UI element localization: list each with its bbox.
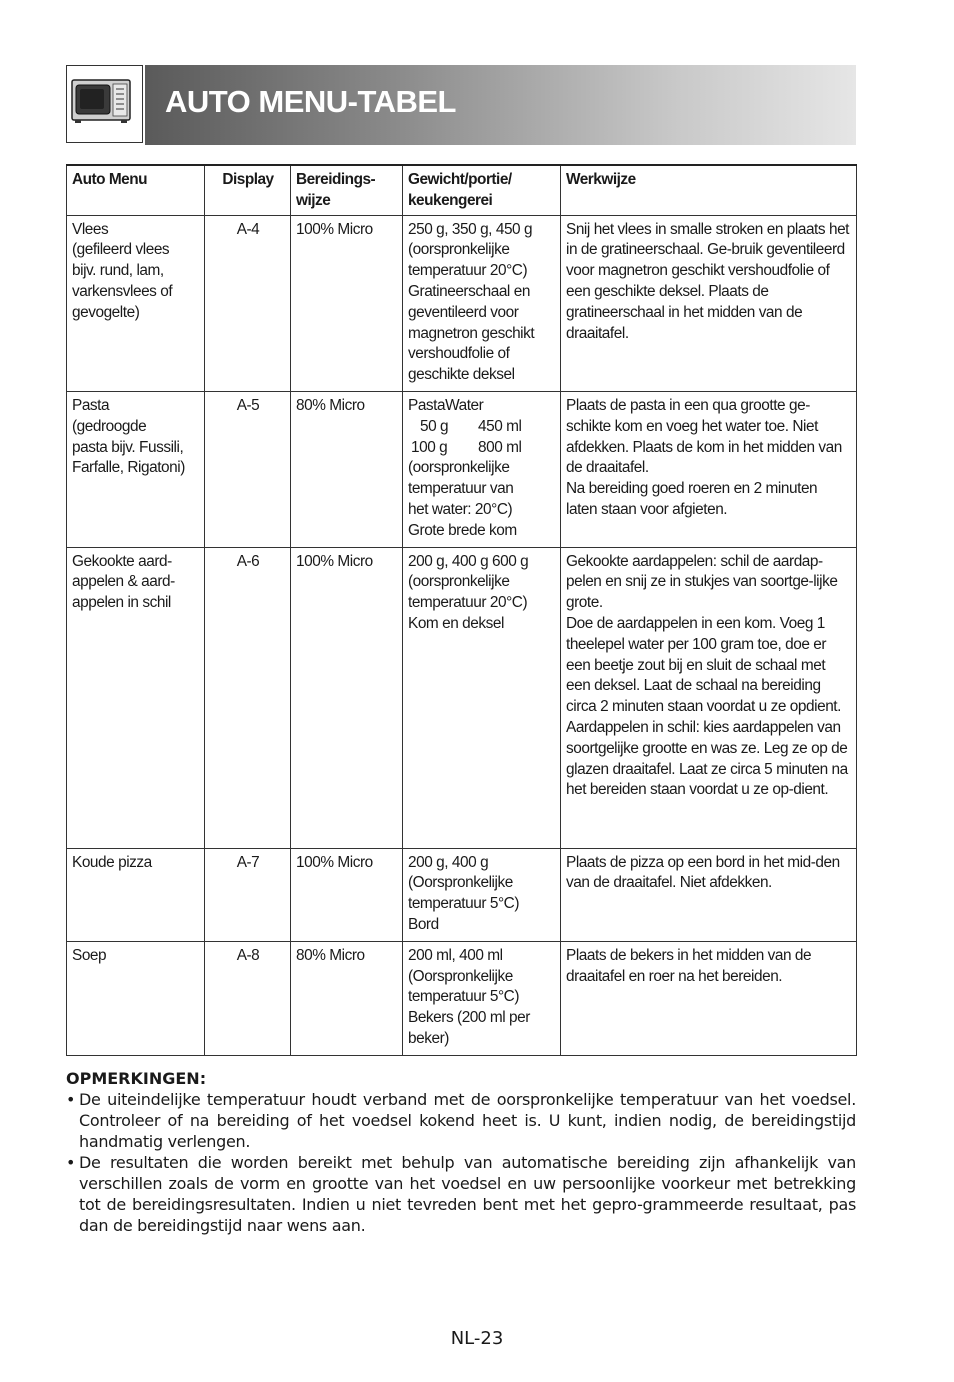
microwave-icon <box>66 65 143 143</box>
table-row <box>67 215 857 391</box>
page-title: AUTO MENU-TABEL <box>165 84 456 119</box>
column-header-auto-menu: Auto Menu <box>67 165 205 215</box>
column-header-procedure: Werkwijze <box>561 165 857 215</box>
cell-menu: Soep <box>67 941 205 1055</box>
cell-procedure: Plaats de pizza op een bord in het mid-den van de draaitafel. Niet afdekken. <box>561 848 857 941</box>
cell-method: 100% Micro <box>291 547 403 848</box>
notes-list <box>66 1089 856 1236</box>
cell-display: A-5 <box>205 391 291 547</box>
cell-procedure: Gekookte aardappelen: schil de aardap-pelen en snij ze in stukjes van soortge-lijke grote. Doe de aardappelen in een kom. Voeg 1 theelepel water per 100 gram toe, doe er een beetje zout bij en sluit de schaal met een deksel. Laat de schaal na bereiding circa 2 minuten staan voordat u ze opdient. Aardappelen in schil: kies aardappelen van soortgelijke grootte en was ze. Leg ze op de glazen draaitafel. Laat ze circa 5 minuten na het bereiden staan voordat u ze op-dient. <box>561 547 857 848</box>
page-number: NL-23 <box>450 1328 504 1349</box>
cell-method: 100% Micro <box>291 215 403 391</box>
title-bar <box>145 65 856 145</box>
table-row <box>67 941 857 1055</box>
cell-display: A-8 <box>205 941 291 1055</box>
cell-menu: Koude pizza <box>67 848 205 941</box>
column-header-method: Bereidings- wijze <box>291 165 403 215</box>
pasta-weight-header: PastaWater <box>408 396 484 414</box>
cell-method: 100% Micro <box>291 848 403 941</box>
cell-weight: 200 g, 400 g 600 g (oorspronkelijke temperatuur 20°C) Kom en deksel <box>403 547 561 848</box>
list-item: • De uiteindelijke temperatuur houdt verband met de oorspronkelijke temperatuur van het voedsel. Controleer of na bereiding of het voedsel kokend heet is. U kunt, indien nodig, de bereidingstijd handmatig verlengen. <box>66 1089 856 1152</box>
cell-method: 80% Micro <box>291 391 403 547</box>
cell-procedure: Plaats de bekers in het midden van de draaitafel en roer na het bereiden. <box>561 941 857 1055</box>
cell-display: A-4 <box>205 215 291 391</box>
cell-display: A-7 <box>205 848 291 941</box>
table-row <box>67 848 857 941</box>
pasta-weight-pair: 100 g 800 ml <box>411 438 522 456</box>
notes-title: OPMERKINGEN: <box>66 1069 207 1088</box>
cell-weight: 200 ml, 400 ml (Oorspronkelijke temperatuur 5°C) Bekers (200 ml per beker) <box>403 941 561 1055</box>
cell-menu: Vlees (gefileerd vlees bijv. rund, lam, varkensvlees of gevogelte) <box>67 215 205 391</box>
cell-menu: Pasta (gedroogde pasta bijv. Fussili, Farfalle, Rigatoni) <box>67 391 205 547</box>
list-item: • De resultaten die worden bereikt met behulp van automatische bereiding zijn afhankelijk van verschillen zoals de vorm en grootte van het voedsel en uw persoonlijke voorkeur met betrekking tot de bereidingsresultaten. Indien u niet tevreden bent met het gepro-grammeerde resultaat, pas dan de bereidingstijd naar wens aan. <box>66 1152 856 1236</box>
cell-weight: 250 g, 350 g, 450 g (oorspronkelijke temperatuur 20°C) Gratineerschaal en geventileerd voor magnetron geschikt vershoudfolie of geschikte deksel <box>403 215 561 391</box>
notes-section <box>66 1068 856 1236</box>
cell-procedure: Plaats de pasta in een qua grootte ge-schikte kom en voeg het water toe. Niet afdekken. Plaats de kom in het midden van de draaitafel. Na bereiding goed roeren en 2 minuten laten staan voor afgieten. <box>561 391 857 547</box>
column-header-display: Display <box>205 165 291 215</box>
cell-weight <box>403 391 561 547</box>
pasta-weight-pair: 50 g 450 ml <box>420 417 522 435</box>
table-row <box>67 391 857 547</box>
cell-procedure: Snij het vlees in smalle stroken en plaats het in de gratineerschaal. Ge-bruik geventileerd voor magnetron geschikt vershoudfolie of een geschikte deksel. Plaats de gratineerschaal in het midden van de draaitafel. <box>561 215 857 391</box>
cell-menu: Gekookte aard- appelen & aard- appelen in schil <box>67 547 205 848</box>
cell-display: A-6 <box>205 547 291 848</box>
column-header-weight: Gewicht/portie/ keukengerei <box>403 165 561 215</box>
pasta-weight-rest: (oorspronkelijke temperatuur van het water: 20°C) Grote brede kom <box>408 459 517 539</box>
table-row <box>67 547 857 848</box>
cell-method: 80% Micro <box>291 941 403 1055</box>
cell-weight: 200 g, 400 g (Oorspronkelijke temperatuur 5°C) Bord <box>403 848 561 941</box>
page-header <box>66 65 856 145</box>
table-header-row <box>67 165 857 215</box>
auto-menu-table <box>66 164 857 1056</box>
